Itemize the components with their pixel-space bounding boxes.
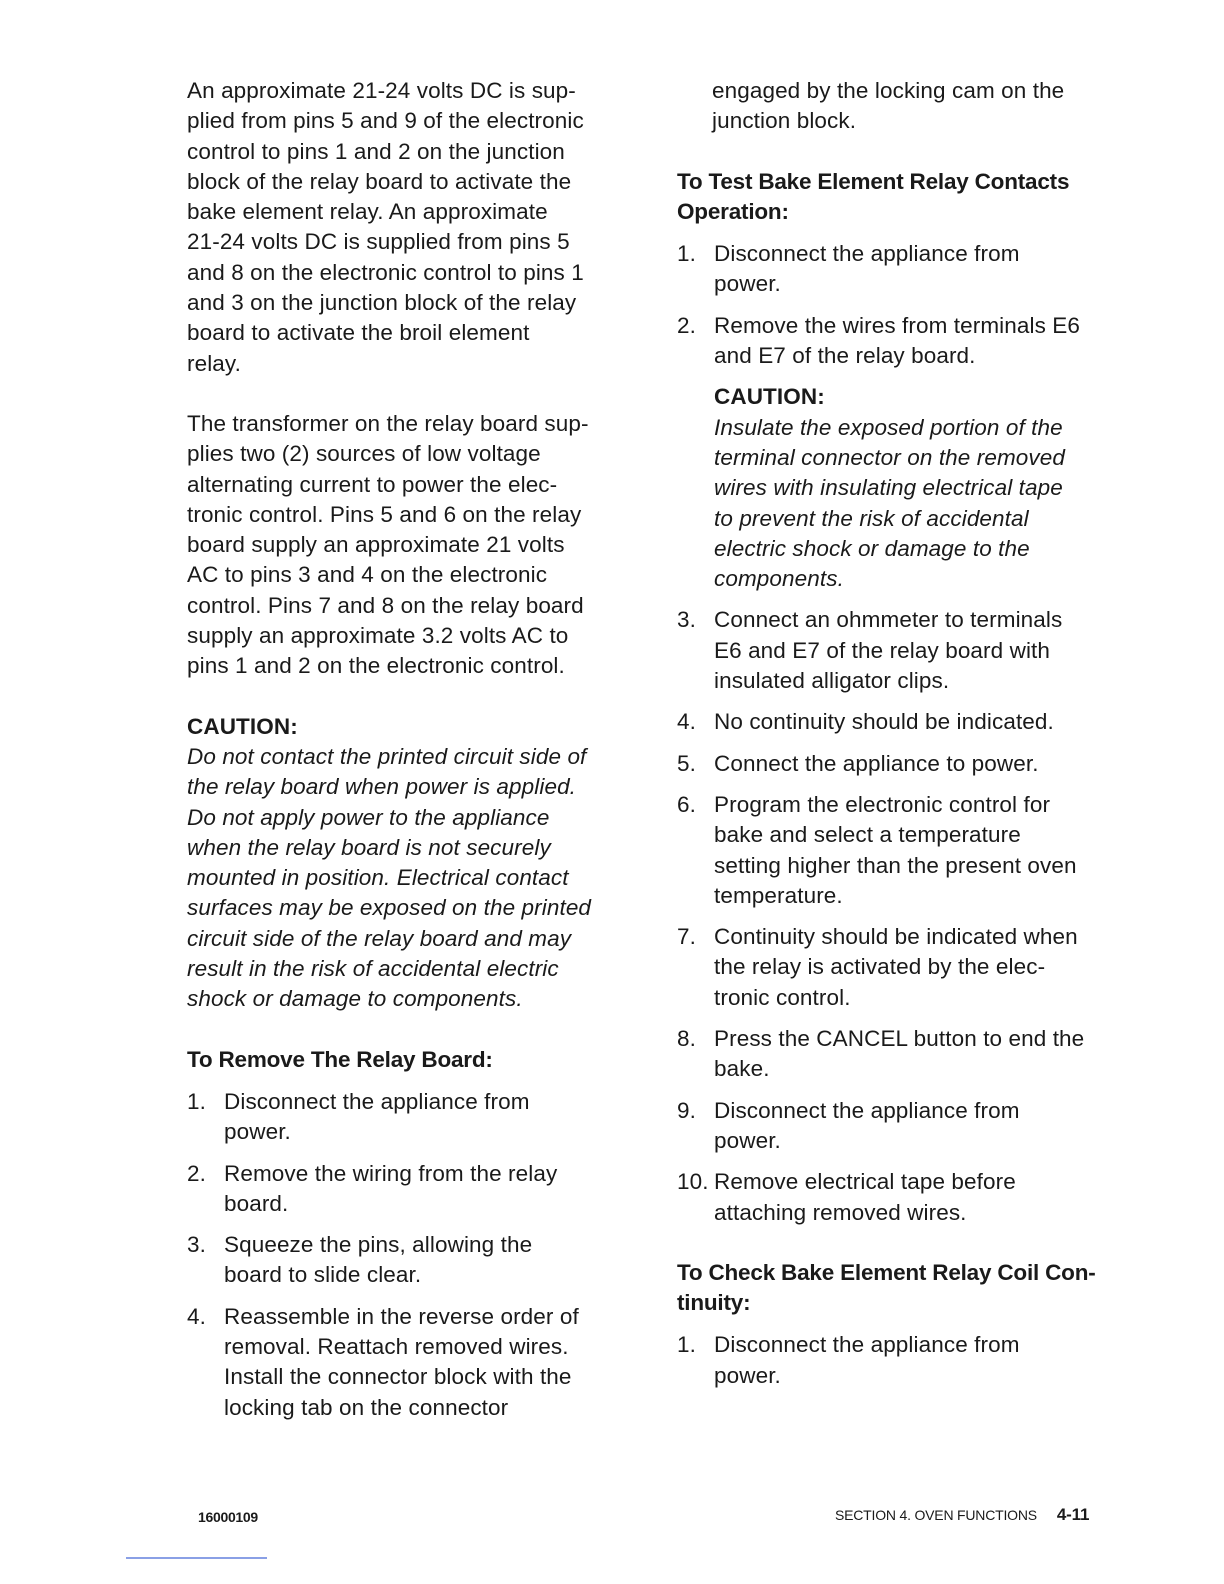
list-item [187,1159,637,1220]
step-text: Continuity should be indicated when the relay is activated by the elec- tronic control. [714,924,1078,1010]
list-item [677,311,1147,372]
step-number: 1. [677,241,696,267]
step-number: 5. [677,750,696,776]
list-item [677,922,1147,1013]
page-number: 4-11 [1056,1505,1090,1524]
list-item [677,605,1147,696]
caution-title: CAUTION: [187,713,298,739]
check-coil-heading: To Check Bake Element Relay Coil Con- tinuity: [677,1259,1096,1316]
step-text: Disconnect the appliance from power. [714,241,1020,297]
list-item [677,1024,1147,1085]
scan-artifact-line [126,1557,267,1559]
list-item [677,707,1147,737]
list-item [677,749,1147,779]
step-text: Squeeze the pins, allowing the board to slide clear. [224,1232,533,1288]
step-number: 1. [677,1332,696,1358]
caution-text: Insulate the exposed portion of the terminal connector on the removed wires with insulating electrical tape to prevent the risk of accidental electric shock or damage to the components. [714,414,1065,592]
left-column [187,76,637,1434]
step-text: Remove electrical tape before attaching removed wires. [714,1169,1016,1225]
test-contacts-steps-continued [677,605,1147,1227]
remove-relay-steps [187,1087,637,1423]
step-text: Press the CANCEL button to end the bake. [714,1026,1085,1082]
step-text: Remove the wiring from the relay board. [224,1160,558,1216]
check-coil-steps [677,1330,1147,1391]
step-number: 2. [187,1160,206,1186]
step-text: No continuity should be indicated. [714,709,1054,735]
caution-title: CAUTION: [714,384,825,410]
step-text: Disconnect the appliance from power. [224,1088,530,1145]
right-column [677,76,1147,1402]
step-number: 3. [187,1232,206,1258]
step-text: Remove the wires from terminals E6 and E7 of the relay board. [714,312,1081,369]
relay-voltage-paragraph: An approximate 21-24 volts DC is sup- plied from pins 5 and 9 of the electronic control to pins 1 and 2 on the junction block of the relay board to activate the bake element relay. An approximate 21-24 volts DC is supplied from pins 5 and 8 on the electronic control to pins 1 and 3 on the junction block of the relay board to activate the broil element relay. [187,78,584,376]
step-number: 2. [677,312,696,338]
step-text: Connect an ohmmeter to terminals E6 and E7 of the relay board with insulated alligator clips. [714,607,1063,694]
step-text: Reassemble in the reverse order of removal. Reattach removed wires. Install the connector block with the locking tab on the connector [224,1303,579,1420]
caution-block [187,712,637,1015]
caution-block [677,382,1147,594]
step-number: 4. [677,709,696,735]
list-item [677,239,1147,300]
section-footer [835,1505,1089,1525]
test-contacts-steps [677,239,1147,371]
step-text: Disconnect the appliance from power. [714,1332,1020,1388]
step-number: 1. [187,1088,206,1114]
list-item [677,790,1147,911]
step-number: 10. [677,1169,709,1195]
step-text: Disconnect the appliance from power. [714,1097,1020,1153]
transformer-paragraph: The transformer on the relay board sup- plies two (2) sources of low voltage alternating current to power the elec- tronic control. Pins 5 and 6 on the relay board supply an approximate 21 volts AC to pins 3 and 4 on the electronic control. Pins 7 and 8 on the relay board supply an approximate 3.2 volts AC to pins 1 and 2 on the electronic control. [187,410,589,679]
list-item [677,1167,1147,1228]
list-item [677,1330,1147,1391]
step-number: 7. [677,924,696,950]
caution-text: Do not contact the printed circuit side of the relay board when power is applied. Do not apply power to the appliance when the relay board is not securely mounted in position. Electrical contact surfaces may be exposed on the printed circuit side of the relay board and may result in the risk of accidental electric shock or damage to components. [187,743,592,1012]
step-number: 9. [677,1097,696,1123]
test-contacts-heading: To Test Bake Element Relay Contacts Operation: [677,168,1070,224]
remove-relay-heading: To Remove The Relay Board: [187,1046,493,1072]
list-item [677,1096,1147,1157]
step-text: Connect the appliance to power. [714,750,1039,776]
document-number: 16000109 [198,1509,258,1525]
step-number: 6. [677,791,696,817]
section-title: SECTION 4. OVEN FUNCTIONS [835,1507,1037,1523]
step-number: 4. [187,1303,206,1329]
list-item [187,1087,637,1148]
continuation-text: engaged by the locking cam on the junction block. [712,78,1065,134]
step-number: 8. [677,1026,696,1052]
list-item [187,1230,637,1291]
list-item [187,1302,637,1423]
step-text: Program the electronic control for bake and select a temperature setting higher than the present oven temperature. [714,791,1077,908]
step-number: 3. [677,607,696,633]
